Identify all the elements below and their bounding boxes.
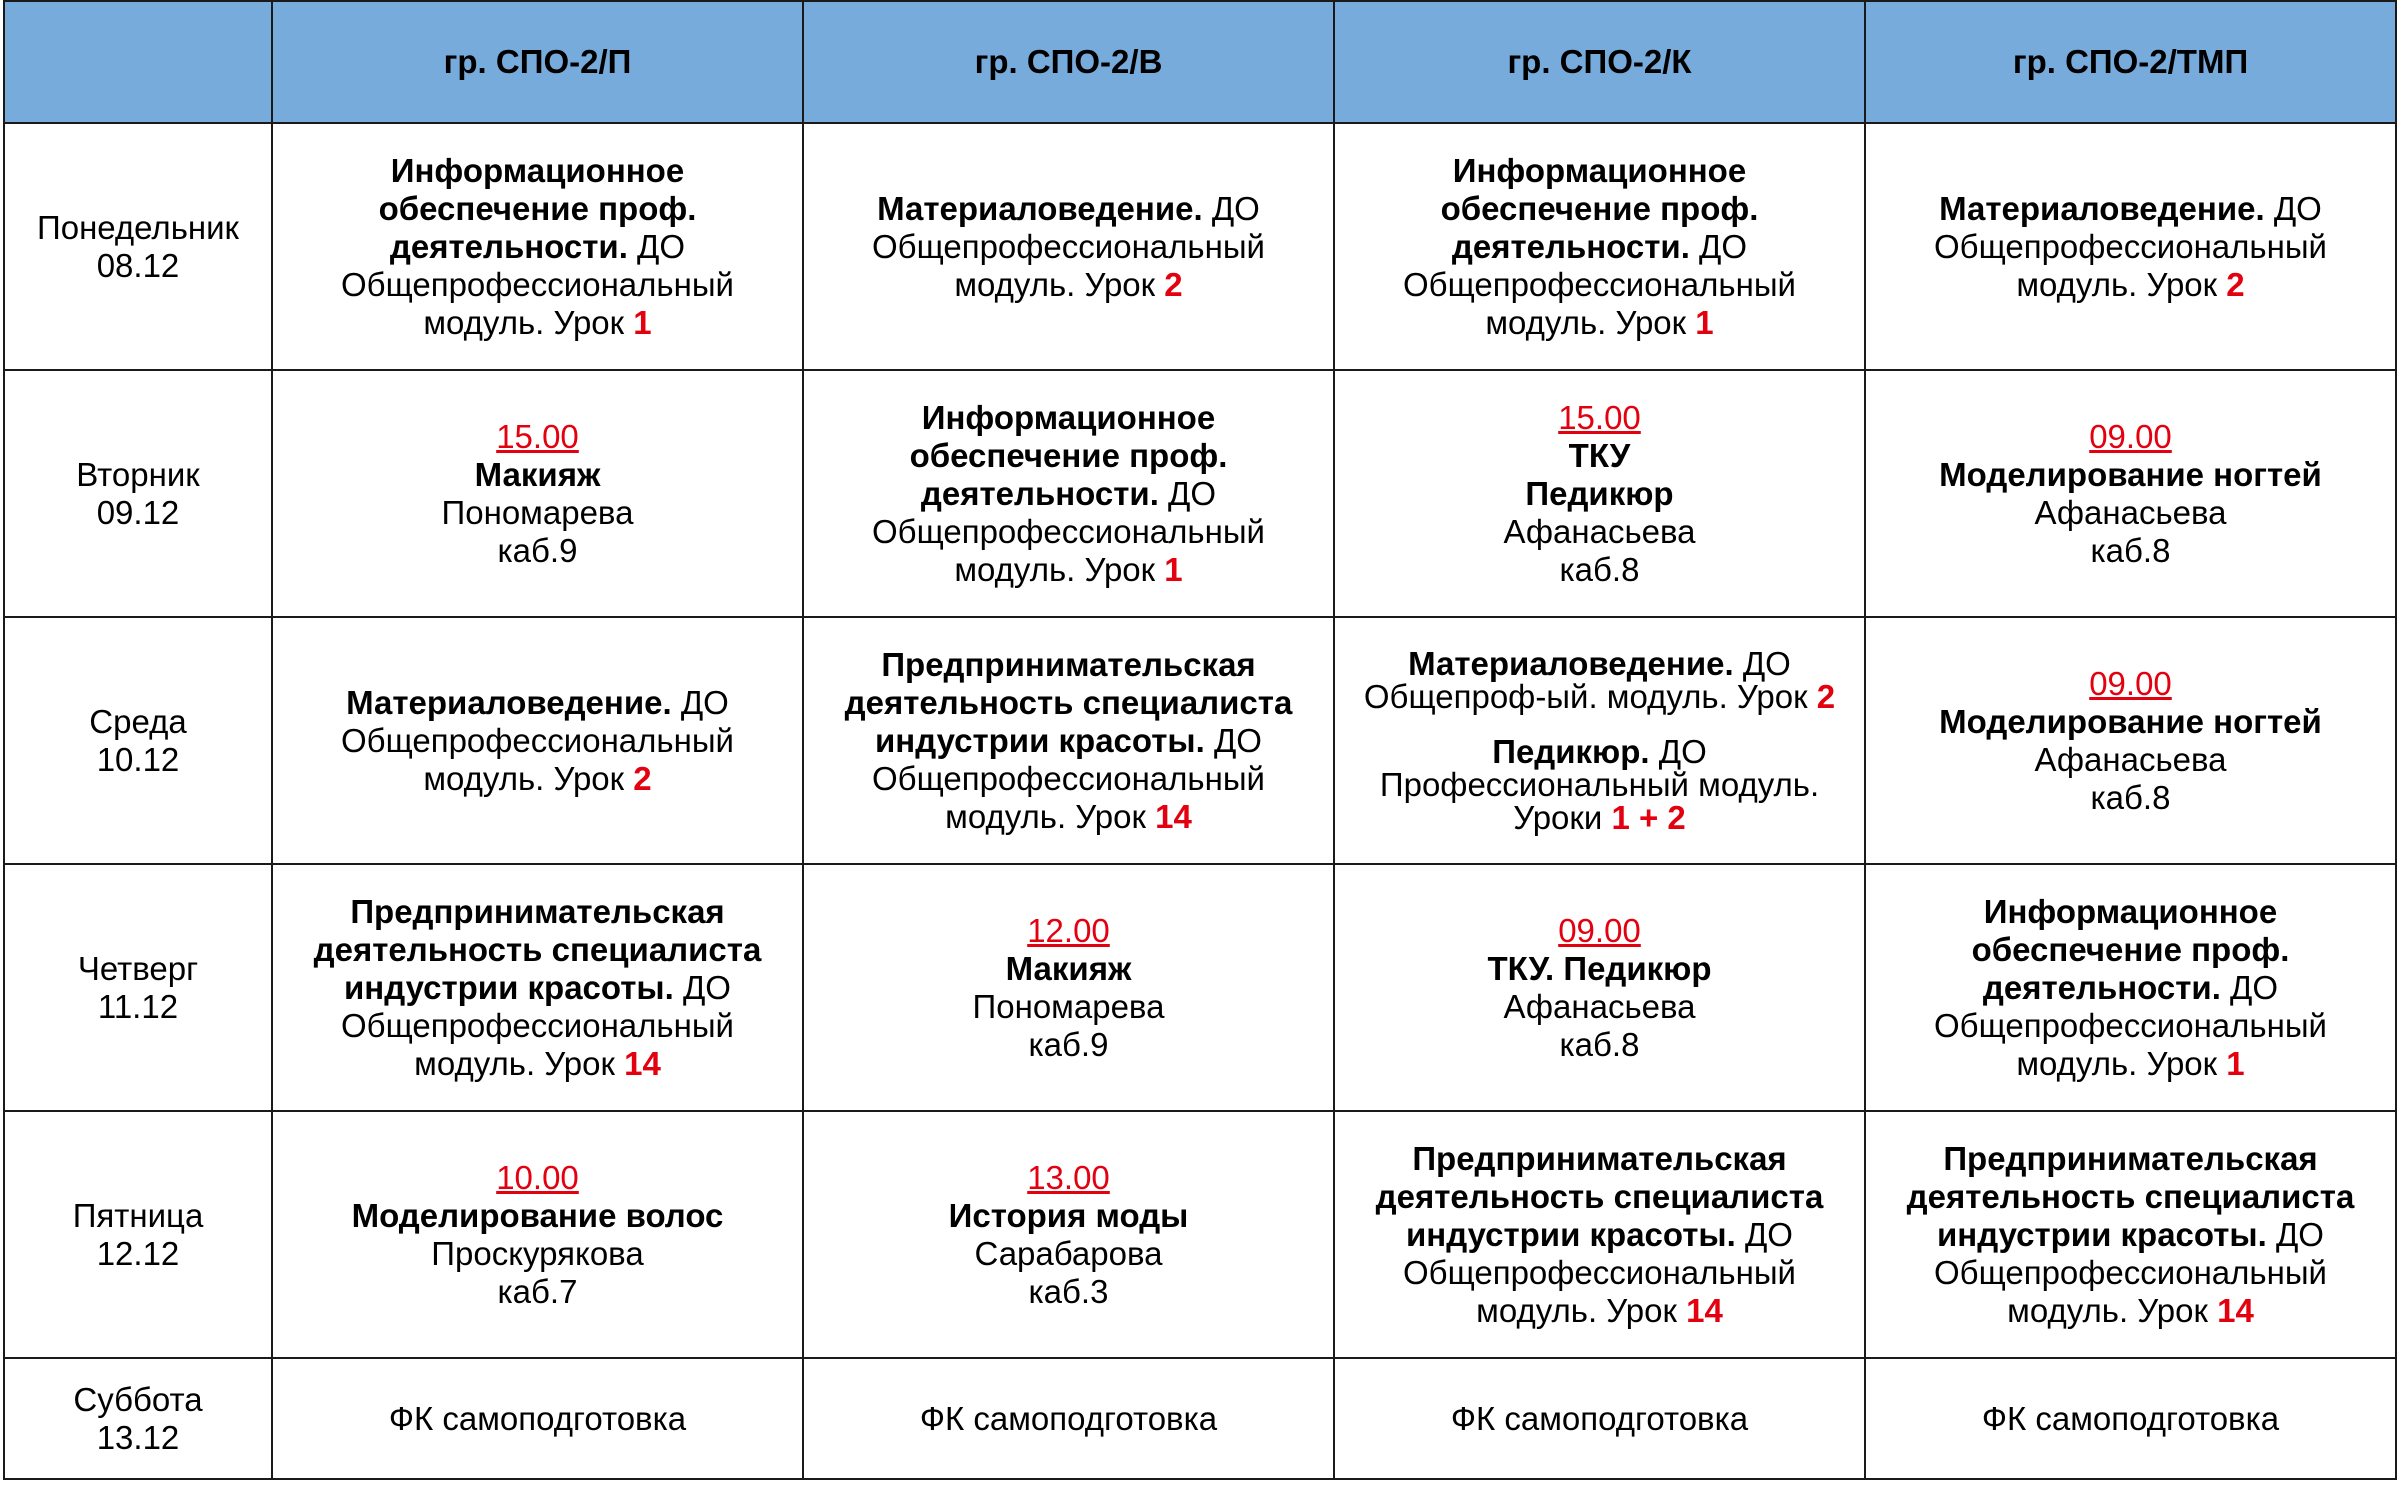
subject-line: Предпринимательская <box>1943 1139 2318 1177</box>
day-name: Вторник <box>76 455 200 493</box>
day-cell-thursday <box>4 864 272 1111</box>
teacher-name: Проскурякова <box>431 1234 644 1272</box>
subject-line: деятельности. <box>1451 227 1690 265</box>
mode-label: ДО <box>1742 645 1791 682</box>
subject-line: Информационное <box>390 151 685 189</box>
subject-line: Материаловедение. <box>1939 189 2265 227</box>
subject-line: Предпринимательская <box>350 892 725 930</box>
subject-line: деятельность специалиста <box>844 683 1293 721</box>
subject-line: Информационное <box>1452 151 1747 189</box>
lesson-cell <box>272 1358 803 1479</box>
room-label: каб.9 <box>1028 1025 1109 1063</box>
lesson-cell <box>1334 1111 1865 1358</box>
day-date: 13.12 <box>96 1418 180 1456</box>
room-label: каб.3 <box>1028 1272 1109 1310</box>
teacher-name: Пономарева <box>972 987 1165 1025</box>
day-name: Понедельник <box>37 208 239 246</box>
row-tuesday <box>4 370 2396 617</box>
lesson-cell <box>1865 864 2396 1111</box>
row-wednesday <box>4 617 2396 864</box>
subject-line: деятельность специалиста <box>313 930 762 968</box>
mode-label: ДО <box>1213 721 1262 759</box>
mode-label: ДО <box>680 683 729 721</box>
day-cell-wednesday <box>4 617 272 864</box>
self-study-label: ФК самоподготовка <box>919 1399 1218 1437</box>
module-label: Общепрофессиональный <box>872 512 1265 550</box>
day-cell-friday <box>4 1111 272 1358</box>
lesson-label: модуль. Урок <box>945 797 1146 835</box>
lesson-label: Уроки <box>1513 799 1603 836</box>
lesson-label: модуль. Урок <box>1485 303 1687 341</box>
lesson-number: 1 <box>2226 1044 2245 1082</box>
header-group-v: гр. СПО-2/В <box>803 1 1334 123</box>
lesson-cell <box>1334 370 1865 617</box>
day-date: 11.12 <box>97 987 179 1025</box>
subject-line: обеспечение проф. <box>909 436 1228 474</box>
module-label: Общепрофессиональный <box>872 227 1265 265</box>
subject-line: Макияж <box>1005 949 1132 987</box>
room-label: каб.8 <box>2090 778 2171 816</box>
module-label: Общепрофессиональный <box>1403 1253 1796 1291</box>
teacher-name: Афанасьева <box>1503 512 1696 550</box>
lesson-time: 15.00 <box>496 417 579 455</box>
lesson-cell <box>1334 864 1865 1111</box>
lesson-cell <box>272 123 803 370</box>
subject-line: индустрии красоты. <box>1937 1215 2267 1253</box>
lesson-number: 2 <box>1164 265 1183 303</box>
subject-line: обеспечение проф. <box>378 189 697 227</box>
teacher-name: Афанасьева <box>1503 987 1696 1025</box>
lesson-label: модуль. Урок <box>954 550 1156 588</box>
mode-label: ДО <box>2230 968 2279 1006</box>
lesson-label: модуль. Урок <box>423 303 625 341</box>
lesson-time: 10.00 <box>496 1158 579 1196</box>
subject-line: деятельность специалиста <box>1375 1177 1824 1215</box>
room-label: каб.9 <box>497 531 578 569</box>
lesson-number: 1 <box>633 303 652 341</box>
day-date: 09.12 <box>96 493 180 531</box>
subject-line: Предпринимательская <box>1412 1139 1787 1177</box>
subject-line: Предпринимательская <box>881 645 1256 683</box>
lesson-number: 14 <box>1686 1291 1723 1329</box>
self-study-label: ФК самоподготовка <box>1450 1399 1749 1437</box>
row-thursday <box>4 864 2396 1111</box>
lesson-cell <box>1865 1111 2396 1358</box>
day-cell-monday <box>4 123 272 370</box>
lesson-label: модуль. Урок <box>954 265 1156 303</box>
lesson-label: модуль. Урок <box>2007 1291 2208 1329</box>
module-label: Общепрофессиональный <box>1403 265 1796 303</box>
header-row <box>4 1 2396 123</box>
subject-line: обеспечение проф. <box>1971 930 2290 968</box>
day-name: Четверг <box>77 949 199 987</box>
subject-line: деятельности. <box>1982 968 2221 1006</box>
module-label: Общепрофессиональный <box>1934 1006 2327 1044</box>
subject-line: Педикюр. <box>1492 733 1650 770</box>
lesson-number: 14 <box>2217 1291 2254 1329</box>
subject-line: Материаловедение. <box>346 683 672 721</box>
lesson-cell <box>272 617 803 864</box>
module-label: Общепрофессиональный <box>341 265 734 303</box>
lesson-cell <box>803 370 1334 617</box>
lesson-cell <box>803 123 1334 370</box>
lesson-number: 2 <box>2226 265 2245 303</box>
subject-line: Материаловедение. <box>877 189 1203 227</box>
mode-label: ДО <box>2273 189 2322 227</box>
day-date: 08.12 <box>96 246 180 284</box>
header-group-tmp: гр. СПО-2/ТМП <box>1865 1 2396 123</box>
day-date: 12.12 <box>96 1234 180 1272</box>
subject-line: История моды <box>948 1196 1189 1234</box>
header-group-k: гр. СПО-2/К <box>1334 1 1865 123</box>
lesson-number: 14 <box>1155 797 1192 835</box>
lesson-cell <box>1865 370 2396 617</box>
lesson-cell <box>803 617 1334 864</box>
room-label: каб.8 <box>1559 550 1640 588</box>
teacher-name: Афанасьева <box>2034 740 2227 778</box>
room-label: каб.7 <box>497 1272 578 1310</box>
self-study-label: ФК самоподготовка <box>1981 1399 2280 1437</box>
mode-label: ДО <box>1168 474 1217 512</box>
lesson-cell <box>1865 617 2396 864</box>
lesson-number: 2 <box>1816 678 1836 715</box>
lesson-cell <box>1865 123 2396 370</box>
subject-line: ТКУ. Педикюр <box>1487 949 1712 987</box>
mode-label: ДО <box>1744 1215 1793 1253</box>
lesson-time: 13.00 <box>1027 1158 1110 1196</box>
lesson-cell <box>272 370 803 617</box>
lesson-cell <box>272 1111 803 1358</box>
day-name: Суббота <box>73 1380 203 1418</box>
lesson-number: 14 <box>624 1044 661 1082</box>
subject-line: деятельность специалиста <box>1906 1177 2355 1215</box>
schedule-table <box>3 0 2397 1480</box>
subject-line: Информационное <box>1983 892 2278 930</box>
mode-label: ДО <box>1658 733 1707 770</box>
module-label: Общепрофессиональный <box>1934 227 2327 265</box>
subject-line: Моделирование ногтей <box>1939 455 2322 493</box>
lesson-label: модуль. Урок <box>1476 1291 1677 1329</box>
room-label: каб.8 <box>2090 531 2171 569</box>
row-friday <box>4 1111 2396 1358</box>
subject-line: деятельности. <box>920 474 1159 512</box>
subject-line: ТКУ <box>1568 436 1631 474</box>
lesson-cell <box>803 864 1334 1111</box>
day-name: Среда <box>89 702 187 740</box>
subject-line: Моделирование ногтей <box>1939 702 2322 740</box>
mode-label: ДО <box>637 227 686 265</box>
header-corner <box>4 1 272 123</box>
module-label: Общепрофессиональный <box>872 759 1265 797</box>
lesson-cell <box>1865 1358 2396 1479</box>
lesson-cell <box>1334 123 1865 370</box>
teacher-name: Пономарева <box>441 493 634 531</box>
day-name: Пятница <box>72 1196 204 1234</box>
teacher-name: Афанасьева <box>2034 493 2227 531</box>
subject-line: Макияж <box>474 455 601 493</box>
mode-label: ДО <box>1699 227 1748 265</box>
day-date: 10.12 <box>96 740 180 778</box>
lesson-time: 12.00 <box>1027 911 1110 949</box>
module-label: Общепрофессиональный <box>341 1006 734 1044</box>
subject-line: индустрии красоты. <box>875 721 1205 759</box>
teacher-name: Сарабарова <box>974 1234 1163 1272</box>
mode-label: ДО <box>682 968 731 1006</box>
module-label: Общепрофессиональный <box>1934 1253 2327 1291</box>
module-label: Общепроф-ый. модуль. Урок <box>1363 678 1808 715</box>
row-monday <box>4 123 2396 370</box>
subject-line: Педикюр <box>1525 474 1674 512</box>
subject-line: Информационное <box>921 398 1216 436</box>
lesson-time: 09.00 <box>2089 664 2172 702</box>
day-cell-tuesday <box>4 370 272 617</box>
lesson-number: 1 + 2 <box>1611 799 1686 836</box>
module-label: Общепрофессиональный <box>341 721 734 759</box>
module-label: Профессиональный модуль. <box>1379 766 1820 803</box>
lesson-label: модуль. Урок <box>423 759 625 797</box>
subject-line: индустрии красоты. <box>1406 1215 1736 1253</box>
lesson-label: модуль. Урок <box>2016 1044 2218 1082</box>
lesson-number: 1 <box>1695 303 1714 341</box>
self-study-label: ФК самоподготовка <box>388 1399 687 1437</box>
lesson-number: 1 <box>1164 550 1183 588</box>
lesson-label: модуль. Урок <box>2016 265 2218 303</box>
lesson-number: 2 <box>633 759 652 797</box>
subject-line: Моделирование волос <box>351 1196 724 1234</box>
subject-line: деятельности. <box>389 227 628 265</box>
lesson-cell <box>803 1358 1334 1479</box>
lesson-cell <box>1334 1358 1865 1479</box>
mode-label: ДО <box>2275 1215 2324 1253</box>
room-label: каб.8 <box>1559 1025 1640 1063</box>
lesson-label: модуль. Урок <box>414 1044 615 1082</box>
lesson-cell <box>803 1111 1334 1358</box>
subject-line: индустрии красоты. <box>344 968 674 1006</box>
lesson-cell <box>272 864 803 1111</box>
day-cell-saturday <box>4 1358 272 1479</box>
subject-line: обеспечение проф. <box>1440 189 1759 227</box>
header-group-p: гр. СПО-2/П <box>272 1 803 123</box>
lesson-time: 09.00 <box>1558 911 1641 949</box>
subject-line: Материаловедение. <box>1408 645 1734 682</box>
row-saturday <box>4 1358 2396 1479</box>
lesson-cell <box>1334 617 1865 864</box>
lesson-time: 09.00 <box>2089 417 2172 455</box>
lesson-time: 15.00 <box>1558 398 1641 436</box>
mode-label: ДО <box>1211 189 1260 227</box>
